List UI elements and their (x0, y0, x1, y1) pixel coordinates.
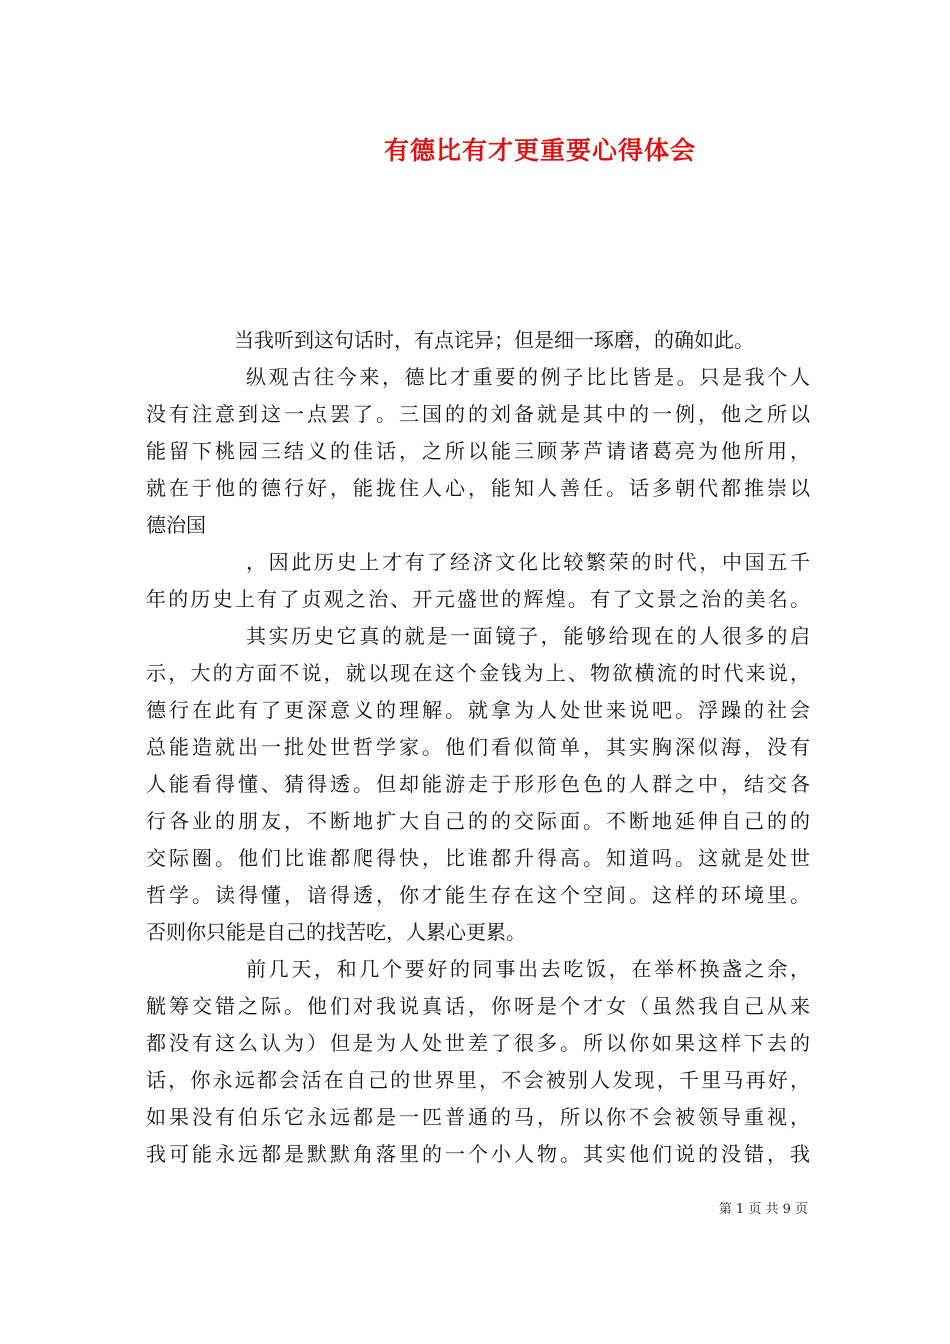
text-line: 哲学。读得懂，谙得透，你才能生存在这个空间。这样的环境里。 (146, 883, 810, 907)
text-line: 话，你永远都会活在自己的世界里，不会被别人发现，千里马再好， (146, 1068, 810, 1092)
document-title: 有德比有才更重要心得体会 (383, 136, 696, 165)
text-line: 行各业的朋友，不断地扩大自己的的交际面。不断地延伸自己的的 (146, 809, 810, 833)
text-line: 我可能永远都是默默角落里的一个小人物。其实他们说的没错，我 (146, 1142, 810, 1166)
text-line: 德治国 (146, 513, 206, 537)
text-line: 其实历史它真的就是一面镜子，能够给现在的人很多的启 (246, 624, 810, 648)
text-line: 总能造就出一批处世哲学家。他们看似简单，其实胸深似海，没有 (146, 735, 810, 759)
text-line: 都没有这么认为）但是为人处世差了很多。所以你如果这样下去的 (146, 1031, 810, 1055)
text-line: 否则你只能是自己的找苦吃，人累心更累。 (146, 920, 526, 944)
page-number-footer: 第 1 页 共 9 页 (718, 1202, 808, 1217)
text-line: 前几天，和几个要好的同事出去吃饭，在举杯换盏之余， (246, 957, 810, 981)
text-line: 没有注意到这一点罢了。三国的的刘备就是其中的一例，他之所以 (146, 402, 810, 426)
text-line: 年的历史上有了贞观之治、开元盛世的辉煌。有了文景之治的美名。 (146, 587, 810, 611)
text-line: 能留下桃园三结义的佳话，之所以能三顾茅芦请诸葛亮为他所用， (146, 439, 810, 463)
text-line: 觥筹交错之际。他们对我说真话，你呀是个才女（虽然我自己从来 (146, 994, 810, 1018)
text-line: 如果没有伯乐它永远都是一匹普通的马，所以你不会被领导重视， (146, 1105, 810, 1129)
text-line: 就在于他的德行好，能拢住人心，能知人善任。话多朝代都推崇以 (146, 476, 810, 500)
text-line: ，因此历史上才有了经济文化比较繁荣的时代，中国五千 (246, 550, 810, 574)
text-line: 交际圈。他们比谁都爬得快，比谁都升得高。知道吗。这就是处世 (146, 846, 810, 870)
text-line: 纵观古往今来，德比才重要的例子比比皆是。只是我个人 (246, 365, 810, 389)
text-line: 当我听到这句话时，有点诧异；但是细一琢磨，的确如此。 (234, 328, 754, 352)
text-line: 示，大的方面不说，就以现在这个金钱为上、物欲横流的时代来说， (146, 661, 810, 685)
text-line: 人能看得懂、猜得透。但却能游走于形形色色的人群之中，结交各 (146, 772, 810, 796)
document-body (146, 322, 810, 1173)
text-line: 德行在此有了更深意义的理解。就拿为人处世来说吧。浮躁的社会 (146, 698, 810, 722)
